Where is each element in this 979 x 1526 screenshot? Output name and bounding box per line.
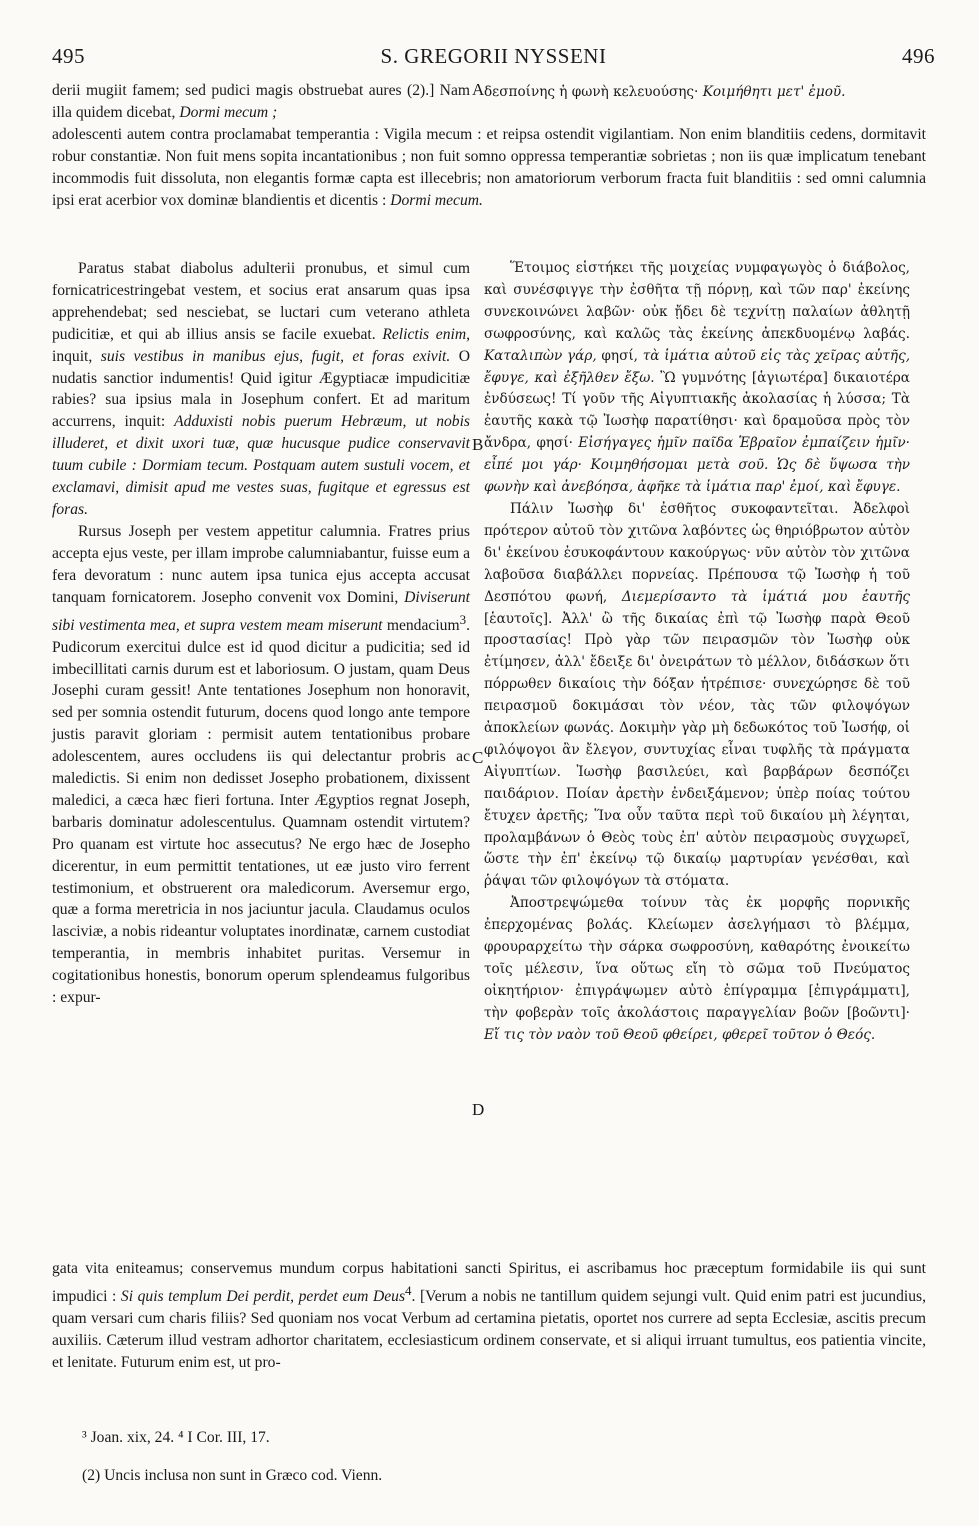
greek-p1-text-b: Ὢ γυμνότης [ἁγιωτέρα] δικαιοτέρα ἐνδύσεως! Τί γοῦν τῆς Αἰγυπτιακῆς ἀκολασίας ἡ λύσσα; Τὰ ἑαυτῆς κακὰ τῷ Ἰωσὴφ παρατίθησι· καὶ δραμοῦσα πρὸς τὸν ἄνδρα, φησί· [484, 369, 910, 452]
greek-p1-quote-b: τὰ ἱμάτια αὐτοῦ εἰς τὰς χεῖρας αὐτῆς, ἔφυγε, καὶ ἐξῆλθεν ἔξω. [484, 347, 911, 386]
latin-p2-text-b: mendacium [386, 616, 460, 634]
full-width-text: adolescenti autem contra proclamabat temperantia : Vigila mecum : et reipsa ostendit vigilantiam. Non enim blanditiis cedens, dormitavit robur constantiæ. Non fuit mens sopita incantationibus ; non fuit somno oppressa temperantiæ sobrietas ; non iis quæ implicatum tenebant incommodis fuit dissoluta, non elegantis formæ capta est illecebris; non amatoriorum verborum fracta fuit blanditiis : sed omni calumnia ipsi erat acerbior vox dominæ blandientis et dicentis : [52, 126, 926, 209]
greek-p3-text: Ἀποστρεψώμεθα τοίνυν τὰς ἐκ μορφῆς πορνικῆς ἐπερχομένας βολάς. Κλείωμεν ἀσελγήμασι τὸ βλέμμα, φρουραρχείτω τὴν σάρκα σωφροσύνη, καθαρότης ἐνοικείτω τοῖς μέλεσιν, ἵνα οὕτως εἴη τὸ σῶμα τοῦ Πνεύματος οἰκητήριον· ἐπιγράψωμεν αὐτὸ ἐπίγραμμα [ἐπιγράμματι], τὴν φοβερὰν τοῖς ἀκολάστοις παραγγελίαν βοῶν [βοῶντι]· [484, 895, 910, 1021]
greek-top-quote: Κοιμήθητι μετ' ἐμοῦ. [702, 84, 846, 100]
full-width-paragraph [52, 124, 926, 212]
latin-paragraph-2 [52, 521, 470, 1009]
latin-p2-text: Rursus Joseph per vestem appetitur calumnia. Fratres prius accepta ejus veste, per illam improbe calumniabantur, fuisse eum a fera devoratum : nunc autem ipsa tunica ejus accepta accusat tanquam fornicatorem. Josepho convenit vox Domini, [52, 522, 470, 606]
greek-top-lines [484, 82, 910, 104]
full-width-quote: Dormi mecum. [390, 191, 483, 209]
latin-top-lines [52, 80, 470, 124]
latin-p1-quote-b: suis vestibus in manibus ejus, fugit, et foras exivit. [100, 347, 451, 365]
bottom-quote: Si quis templum Dei perdit, perdet eum Deus [120, 1288, 406, 1306]
margin-letter-d: D [472, 1100, 485, 1119]
running-title: S. GREGORII NYSSENI [380, 44, 607, 68]
latin-p1-text-b: O nudatis sanctior indumentis! Quid igitur Ægyptiacæ impudicitiæ rabies? sua ipsius mala in Josephum confert. Et ad maritum accurrens, inquit: [52, 347, 470, 431]
latin-column [52, 258, 470, 1009]
footnote-ref-3: 3 [459, 611, 467, 627]
latin-paragraph-1 [52, 258, 470, 521]
latin-p1-quote-c: Adduxisti nobis puerum Hebræum, ut nobis illuderet, et dixit uxori tuæ, quæ hucusque pudice conservavit tuum cubile : Dormiam tecum. Postquam autem sustuli vocem, et exclamavi, dimisit apud me vestes suas, fugitque et egressus est foras. [52, 413, 470, 518]
bottom-paragraph [52, 1258, 926, 1374]
greek-p3-quote: Εἴ τις τὸν ναὸν τοῦ Θεοῦ φθείρει, φθερεῖ τοῦτον ὁ Θεός. [484, 1026, 876, 1043]
greek-p2-text-b: [ἑαυτοῖς]. Ἀλλ' ὢ τῆς δικαίας ἐπὶ τῷ Ἰωσὴφ παρὰ Θεοῦ προστασίας! Πρὸ γὰρ τῶν πειρασμῶν τὸν Ἰωσὴφ οὐκ ἐτίμησεν, ἀλλ' ἔδειξε δι' ὀνειράτων τὸ μέλλον, διδάσκων ὅτι πόρρωθεν δικαίοις τὴν δόξαν ἡτρέπισε· συνεχώρησε δὲ τοῦ πειρασμοῦ δοκιμάσαι τὸν νέον, τὰς τῶν φιλοψόγων ἀποκλείων φωνάς. Δοκιμὴν γὰρ μὴ δεδωκότος τοῦ Ἰωσήφ, οἱ φιλόψογοι ἂν ἔλεγον, συντυχίας εἶναι τυφλῆς τὰ πράγματα Αἰγυπτίων. Ἰωσὴφ βασιλεύει, καὶ βαρβάρων δεσπόζει παιδάριον. Ποίαν ἀρετὴν ἐνδειξάμενον; ὑπὲρ ποίας τούτου ἔτυχεν ἀρετῆς; Ἵνα οὖν ταῦτα περὶ τοῦ δικαίου μὴ λέγηται, προλαμβάνων ὁ Θεὸς τοὺς ἐπ' αὐτὸν πειρασμοὺς συγχωρεῖ, ὥστε τὴν ἐπ' ἐκείνῳ τῷ δικαίῳ μαρτυρίαν γενέσθαι, καὶ ῥάψαι τῶν φιλοψόγων τὰ στόματα. [484, 610, 910, 890]
latin-p2-quote: Diviserunt sibi vestimenta mea, et supra vestem meam miserunt [52, 588, 470, 634]
page-number-left: 495 [52, 44, 85, 68]
greek-column [484, 258, 910, 1047]
greek-p1-quote-c: Εἰσήγαγες ἡμῖν παῖδα Ἑβραῖον ἐμπαίζειν ἡμῖν· εἶπέ μοι γάρ· Κοιμηθήσομαι μετὰ σοῦ. Ὡς δὲ ὕψωσα τὴν φωνὴν καὶ ἀνεβόησα, ἀφῆκε τὰ ἱμάτια παρ' ἐμοί, καὶ ἔφυγε. [484, 435, 911, 496]
latin-top-quote: Dormi mecum ; [179, 103, 278, 121]
latin-p1-inquit: inquit, [52, 347, 93, 365]
greek-p1-quote-a: Καταλιπὼν γάρ, [484, 347, 597, 364]
greek-top-text: δεσποίνης ἡ φωνὴ κελευούσης· [484, 84, 699, 100]
latin-p1-text: Paratus stabat diabolus adulterii pronubus, et simul cum fornicatricestringebat vestem, et socius erat ansarum quas ipsa apprehendebat; sed nesciebat, se luctari cum veterano athleta pudicitiæ, et qui ab illius ansis se facile exuebat. [52, 260, 470, 343]
bottom-text-b: . [Verum a nobis ne tantillum quidem sejungi vult. Quid enim patri est jucundius, quam versari cum charis filiis? Sed quoniam nos vocat Verbum ad certamina pietatis, oportet nos currere ad septa Ecclesiæ, ascitis precum auxiliis. Cæterum illud vestram adhortor charitatem, ecclesiasticum ordinem conservate, et si aliqui irruant tumultus, eos patientia vincite, et lenitate. Futurum enim est, ut pro- [52, 1288, 926, 1371]
greek-paragraph-1 [484, 258, 910, 499]
greek-p1-phesi: φησί, [601, 347, 638, 364]
footnote-2: (2) Uncis inclusa non sunt in Græco cod. Vienn. [82, 1467, 383, 1484]
page-number-right: 496 [902, 44, 935, 68]
latin-p1-quote-a: Relictis enim, [382, 325, 470, 343]
footnote-1: ³ Joan. xix, 24. ⁴ I Cor. III, 17. [82, 1429, 270, 1446]
footnote-ref-4: 4 [405, 1282, 412, 1298]
greek-p2-text: Πάλιν Ἰωσὴφ δι' ἐσθῆτος συκοφαντεῖται. Ἀδελφοὶ πρότερον αὐτοῦ τὸν χιτῶνα λαβόντες ὡς θηριόβρωτον αὐτὸν δι' ἐκείνου ἐσυκοφάντουν κακούργως· νῦν αὐτὸν τὸν χιτῶνα λαβοῦσα διαβάλλει πορνείας. Πρέπουσα τῷ Ἰωσὴφ ἡ τοῦ Δεσπότου φωνή, [484, 500, 910, 605]
bottom-text: gata vita eniteamus; conservemus mundum corpus habitationi sancti Spiritus, ei ascribamus hoc præceptum formidabile iis qui sunt impudici : [52, 1260, 926, 1306]
greek-p1-text: Ἕτοιμος εἱστήκει τῆς μοιχείας νυμφαγωγὸς ὁ διάβολος, καὶ συνέσφιγγε τὴν ἐσθῆτα τῇ πόρνῃ, καὶ τῶν παρ' ἐκείνης συνεκοινώνει λαβῶν· οὐκ ᾔδει δὲ τεχνίτῃ παλαίων ἀθλητῇ σωφροσύνης, καὶ καλῶς τὰς ἐκείνης ἀπεκδυομένῳ λαβάς. [484, 260, 910, 342]
latin-p2-text-c: . Pudicorum exercitui dulce est id quod dicitur a pudicitia; sed id imbecillitati carnis durum est et laboriosum. O justam, quam Deus Josephi curam gessit! Ante tentationes Josephum non honoravit, sed per somnia ostendit futurum, docens quod longo ante tempore justis paravit gloriam : permisit autem tentationibus probare adolescentem, aures occludens iis qui delectantur probris ac maledictis. Si enim non dedisset Josepho probationem, dixissent maledici, a cæca hæc fieri fortuna. Inter Ægyptios regnat Joseph, barbaris dominatur adolescentulus. Quamnam ostendit virtutem? Pro quanam est virtute hoc assecutus? Ne ergo hæc de Josepho dicerentur, in eum permittit tentationes, ut eæ justo viro ferrent testimonium, et obstruerent ora maledicorum. Aversemur ergo, quæ a forma meretricia in nos jaciuntur jacula. Claudamus oculos lasciviæ, a nobis rideantur voluptates inordinatæ, carnem custodiat temperantia, in membris inhabitet puritas. Versemur in cogitationibus honestis, bonorum operum splendeamus fulgoribus : expur- [52, 616, 470, 1007]
greek-paragraph-3 [484, 893, 910, 1046]
greek-p2-quote: Διεμερίσαντο τὰ ἱμάτιά μου ἑαυτῆς [621, 588, 910, 605]
margin-letter-b: B [472, 435, 484, 454]
running-header [52, 44, 935, 74]
latin-top-text: derii mugiit famem; sed pudici magis obstruebat aures (2).] Nam illa quidem dicebat, [52, 82, 470, 121]
margin-letter-a: A [472, 80, 485, 99]
greek-paragraph-2 [484, 499, 910, 893]
margin-letter-c: C [472, 748, 484, 767]
